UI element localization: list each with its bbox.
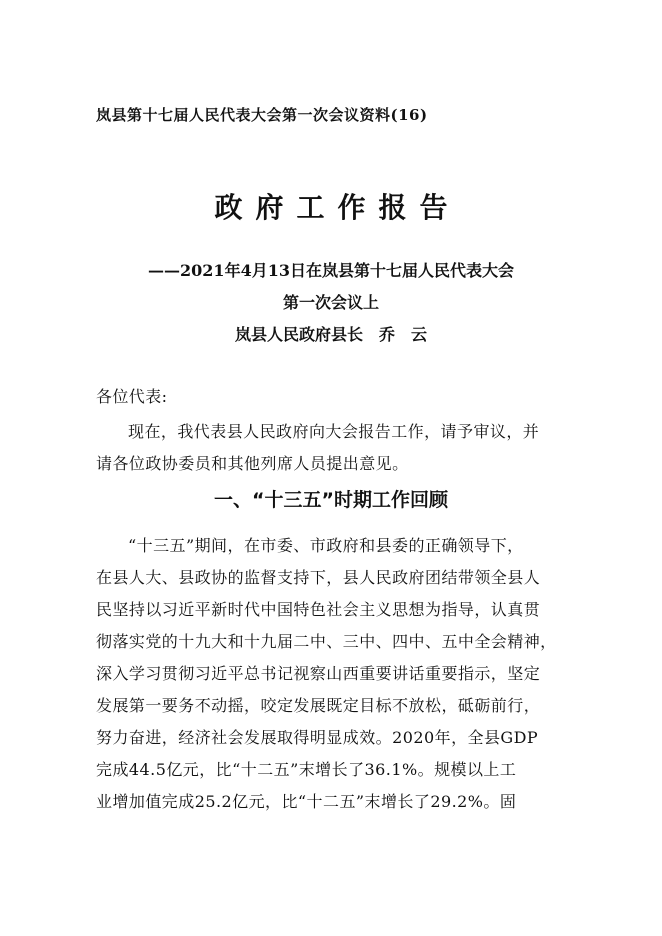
- paragraph-line: 彻落实党的十九大和十九届二中、三中、四中、五中全会精神，: [96, 632, 557, 651]
- subtitle-meeting-line: 第一次会议上: [282, 293, 379, 312]
- paragraph-line: 完成44.5亿元，比“十二五”末增长了36.1%。规模以上工: [96, 760, 517, 779]
- paragraph-line: 努力奋进，经济社会发展取得明显成效。2020年，全县GDP: [96, 728, 539, 747]
- subtitle-speaker-line: 岚县人民政府县长 乔 云: [234, 325, 427, 344]
- paragraph-line: 深入学习贯彻习近平总书记视察山西重要讲话重要指示，坚定: [96, 664, 541, 683]
- section-heading: 一、“十三五”时期工作回顾: [214, 489, 448, 511]
- document-title: 政府工作报告: [214, 191, 461, 224]
- subtitle-date-line: ——2021年4月13日在岚县第十七届人民代表大会: [148, 261, 514, 280]
- paragraph-line: “十三五”期间，在市委、市政府和县委的正确领导下，: [128, 536, 524, 555]
- paragraph-line: 民坚持以习近平新时代中国特色社会主义思想为指导，认真贯: [96, 600, 541, 619]
- salutation: 各位代表:: [96, 387, 168, 406]
- paragraph-line: 请各位政协委员和其他列席人员提出意见。: [96, 454, 409, 473]
- intro-paragraph: [96, 416, 574, 480]
- section-paragraph: [96, 530, 574, 818]
- paragraph-line: 现在，我代表县人民政府向大会报告工作，请予审议，并: [128, 422, 540, 441]
- paragraph-line: 在县人大、县政协的监督支持下，县人民政府团结带领全县人: [96, 568, 541, 587]
- document-header-note: 岚县第十七届人民代表大会第一次会议资料(16): [96, 106, 428, 124]
- paragraph-line: 业增加值完成25.2亿元，比“十二五”末增长了29.2%。固: [96, 792, 517, 811]
- paragraph-line: 发展第一要务不动摇，咬定发展既定目标不放松，砥砺前行，: [96, 696, 541, 715]
